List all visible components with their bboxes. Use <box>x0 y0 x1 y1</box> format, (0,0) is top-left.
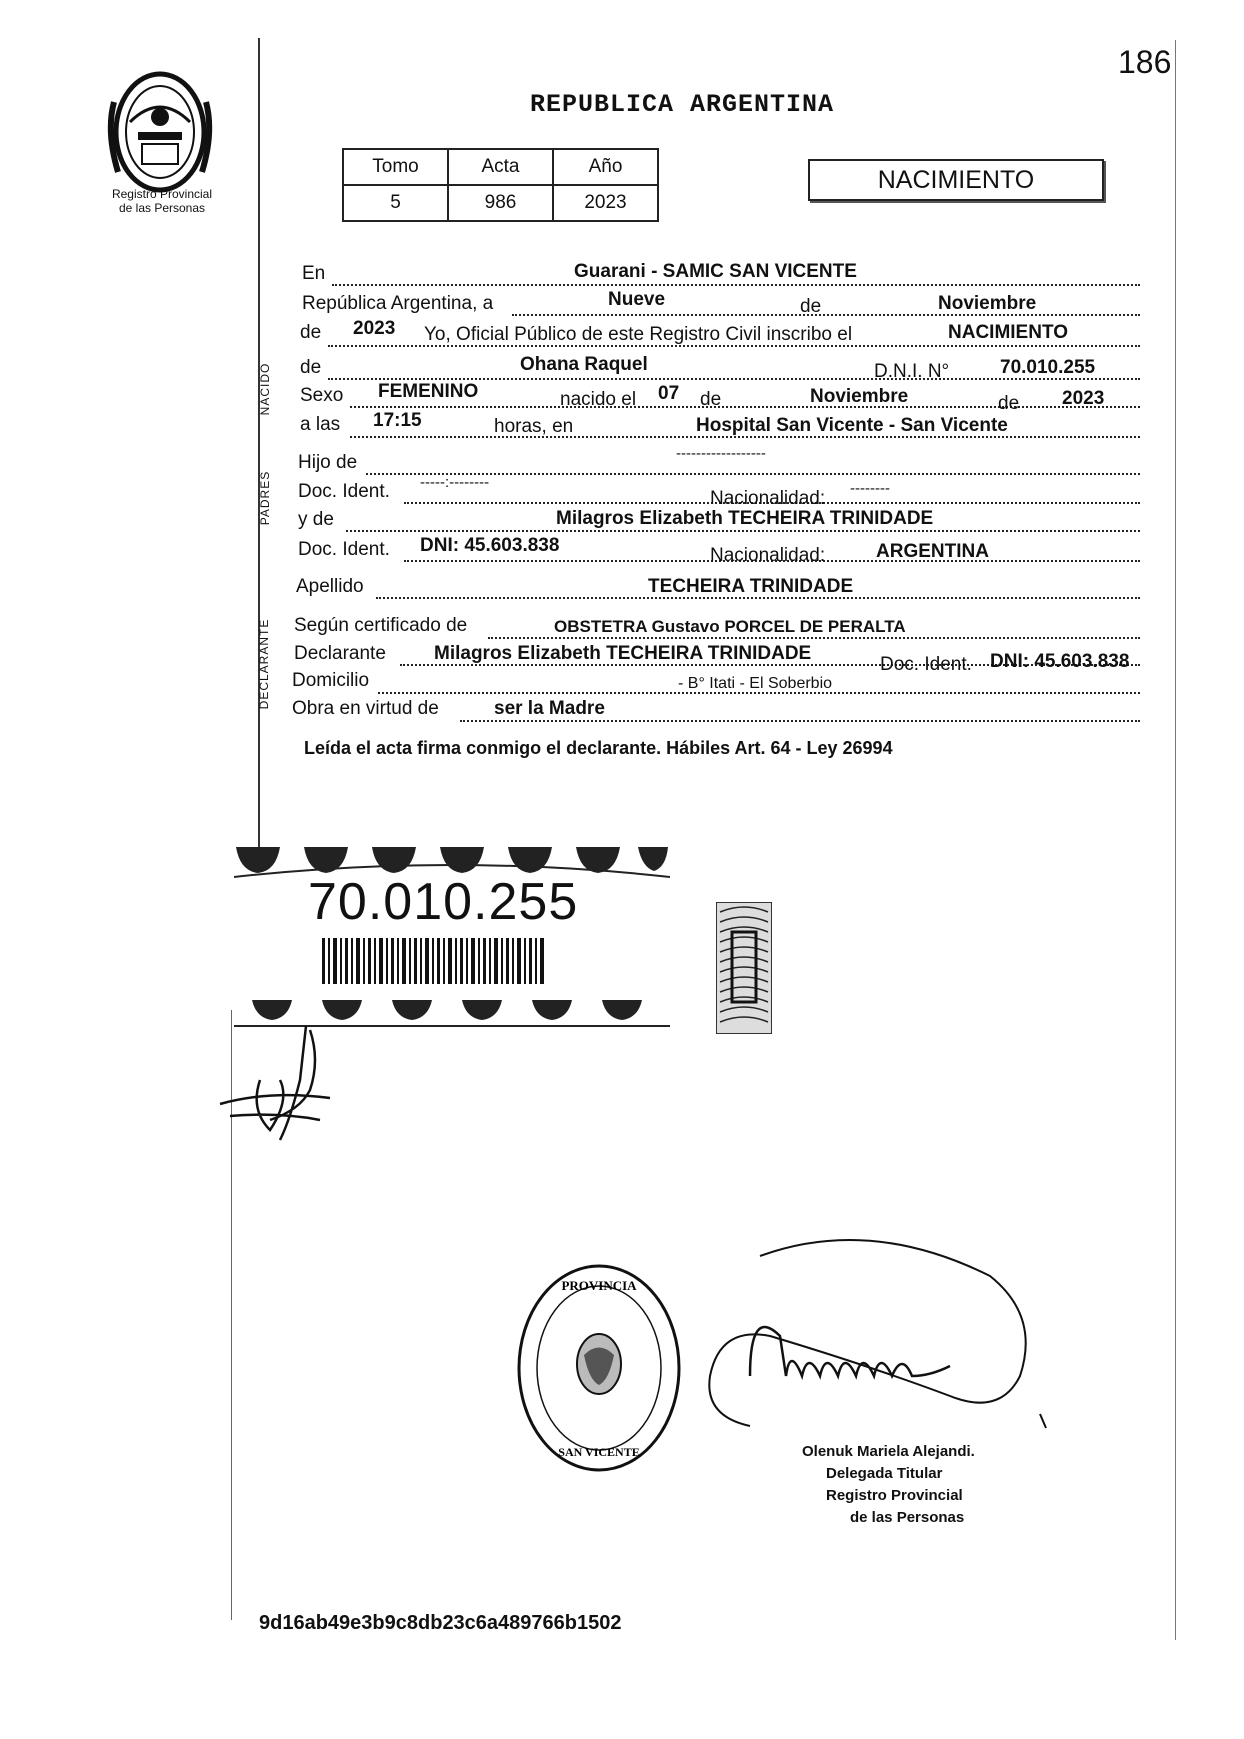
doc-ident2-label: Doc. Ident. <box>298 539 390 560</box>
certificado-value: OBSTETRA Gustavo PORCEL DE PERALTA <box>554 617 906 636</box>
security-hologram <box>716 902 772 1034</box>
de4-label: de <box>700 389 722 410</box>
oficial-dots <box>328 345 1140 347</box>
apellido-value: TECHEIRA TRINIDADE <box>648 576 854 597</box>
mother-nat-value: ARGENTINA <box>876 541 989 562</box>
apellido-label: Apellido <box>296 576 364 597</box>
padres-side-label: PADRES <box>258 470 272 526</box>
de-label: de <box>800 296 822 317</box>
republica-dots <box>512 314 1140 316</box>
logo-caption-line1: Registro Provincial <box>111 187 213 201</box>
seal-top-text: PROVINCIA <box>561 1278 637 1293</box>
place-value: Hospital San Vicente - San Vicente <box>696 415 1008 436</box>
country-title: REPUBLICA ARGENTINA <box>530 90 835 119</box>
dni-value: 70.010.255 <box>1000 357 1096 378</box>
official-block <box>802 1441 975 1529</box>
document-hash: 9d16ab49e3b9c8db23c6a489766b1502 <box>259 1612 622 1634</box>
sexo-label: Sexo <box>300 385 344 406</box>
y-de-label: y de <box>298 509 334 530</box>
acta-value: 986 <box>448 185 553 221</box>
en-label: En <box>302 263 326 284</box>
declarant-signature <box>210 1020 350 1160</box>
month-value: Noviembre <box>938 293 1037 314</box>
nacionalidad2-label: Nacionalidad: <box>710 545 826 566</box>
record-table <box>342 148 659 222</box>
birth-month-value: Noviembre <box>810 386 909 407</box>
horas-label: horas, en <box>494 416 574 437</box>
obra-label: Obra en virtud de <box>292 698 439 719</box>
sexo-value: FEMENINO <box>378 381 479 402</box>
stamp-number: 70.010.255 <box>308 873 579 931</box>
y-de-dots <box>346 530 1140 532</box>
page-number: 186 <box>1118 44 1172 80</box>
doc-ident3-label: Doc. Ident. <box>880 654 972 675</box>
republica-label: República Argentina, a <box>302 293 494 314</box>
domicilio-label: Domicilio <box>292 670 370 691</box>
official-org1: Registro Provincial <box>826 1487 963 1504</box>
logo-caption-line2: de las Personas <box>118 201 206 215</box>
father-value: ------------------ <box>676 445 766 462</box>
de5-label: de <box>998 393 1020 414</box>
day-value: Nueve <box>608 289 666 310</box>
anio-value: 2023 <box>553 185 658 221</box>
en-dots <box>332 284 1140 286</box>
record-table-header-row <box>343 149 658 185</box>
dni-label: D.N.I. N° <box>874 361 950 382</box>
hijo-de-label: Hijo de <box>298 452 358 473</box>
inscribe-value: NACIMIENTO <box>948 322 1068 343</box>
father-doc-value: -----:-------- <box>420 474 490 491</box>
barcode <box>322 938 546 984</box>
official-round-seal <box>514 1260 684 1476</box>
closing-statement: Leída el acta firma conmigo el declarante. Hábiles Art. 64 - Ley 26994 <box>304 738 893 758</box>
name-value: Ohana Raquel <box>520 354 648 375</box>
doc-ident-label: Doc. Ident. <box>298 481 390 502</box>
certificado-dots <box>488 637 1140 639</box>
tomo-header: Tomo <box>343 149 448 185</box>
de3-label: de <box>300 357 322 378</box>
logo-caption <box>92 187 232 215</box>
father-nat-value: -------- <box>850 480 890 497</box>
de2-label: de <box>300 322 322 343</box>
a-las-label: a las <box>300 414 341 435</box>
left-margin-rule <box>258 38 260 858</box>
seal-bottom-text: SAN VICENTE <box>558 1445 640 1459</box>
right-margin-rule <box>1175 40 1176 1640</box>
domicilio-value: - B° Itati - El Soberbio <box>678 675 833 692</box>
record-table-value-row <box>343 185 658 221</box>
nacido-el-label: nacido el <box>560 389 637 410</box>
declarante-side-label: DECLARANTE <box>257 618 271 710</box>
record-type-box: NACIMIENTO <box>808 159 1104 201</box>
mother-doc-value: DNI: 45.603.838 <box>420 535 560 556</box>
certificado-label: Según certificado de <box>294 615 468 636</box>
en-value: Guarani - SAMIC SAN VICENTE <box>574 261 857 282</box>
year-value: 2023 <box>353 318 396 339</box>
anio-header: Año <box>553 149 658 185</box>
declarante-label: Declarante <box>294 643 386 664</box>
sexo-dots <box>350 406 1140 408</box>
official-signature <box>690 1226 1090 1456</box>
official-role: Delegada Titular <box>826 1465 943 1482</box>
official-org2: de las Personas <box>850 1509 965 1526</box>
obra-dots <box>460 720 1140 722</box>
obra-value: ser la Madre <box>494 698 605 719</box>
oficial-text: Yo, Oficial Público de este Registro Civil inscribo el <box>424 324 853 345</box>
birth-year-value: 2023 <box>1062 388 1105 409</box>
tomo-value: 5 <box>343 185 448 221</box>
declarante-value: Milagros Elizabeth TECHEIRA TRINIDADE <box>434 643 812 664</box>
declarante-doc-value: DNI: 45.603.838 <box>990 651 1130 672</box>
nacido-side-label: NACIDO <box>258 362 272 416</box>
acta-header: Acta <box>448 149 553 185</box>
birth-day-value: 07 <box>658 383 680 404</box>
mother-value: Milagros Elizabeth TECHEIRA TRINIDADE <box>556 508 934 529</box>
official-name: Olenuk Mariela Alejandi. <box>802 1443 975 1460</box>
nacionalidad-label: Nacionalidad: <box>710 488 826 509</box>
time-value: 17:15 <box>373 410 422 431</box>
